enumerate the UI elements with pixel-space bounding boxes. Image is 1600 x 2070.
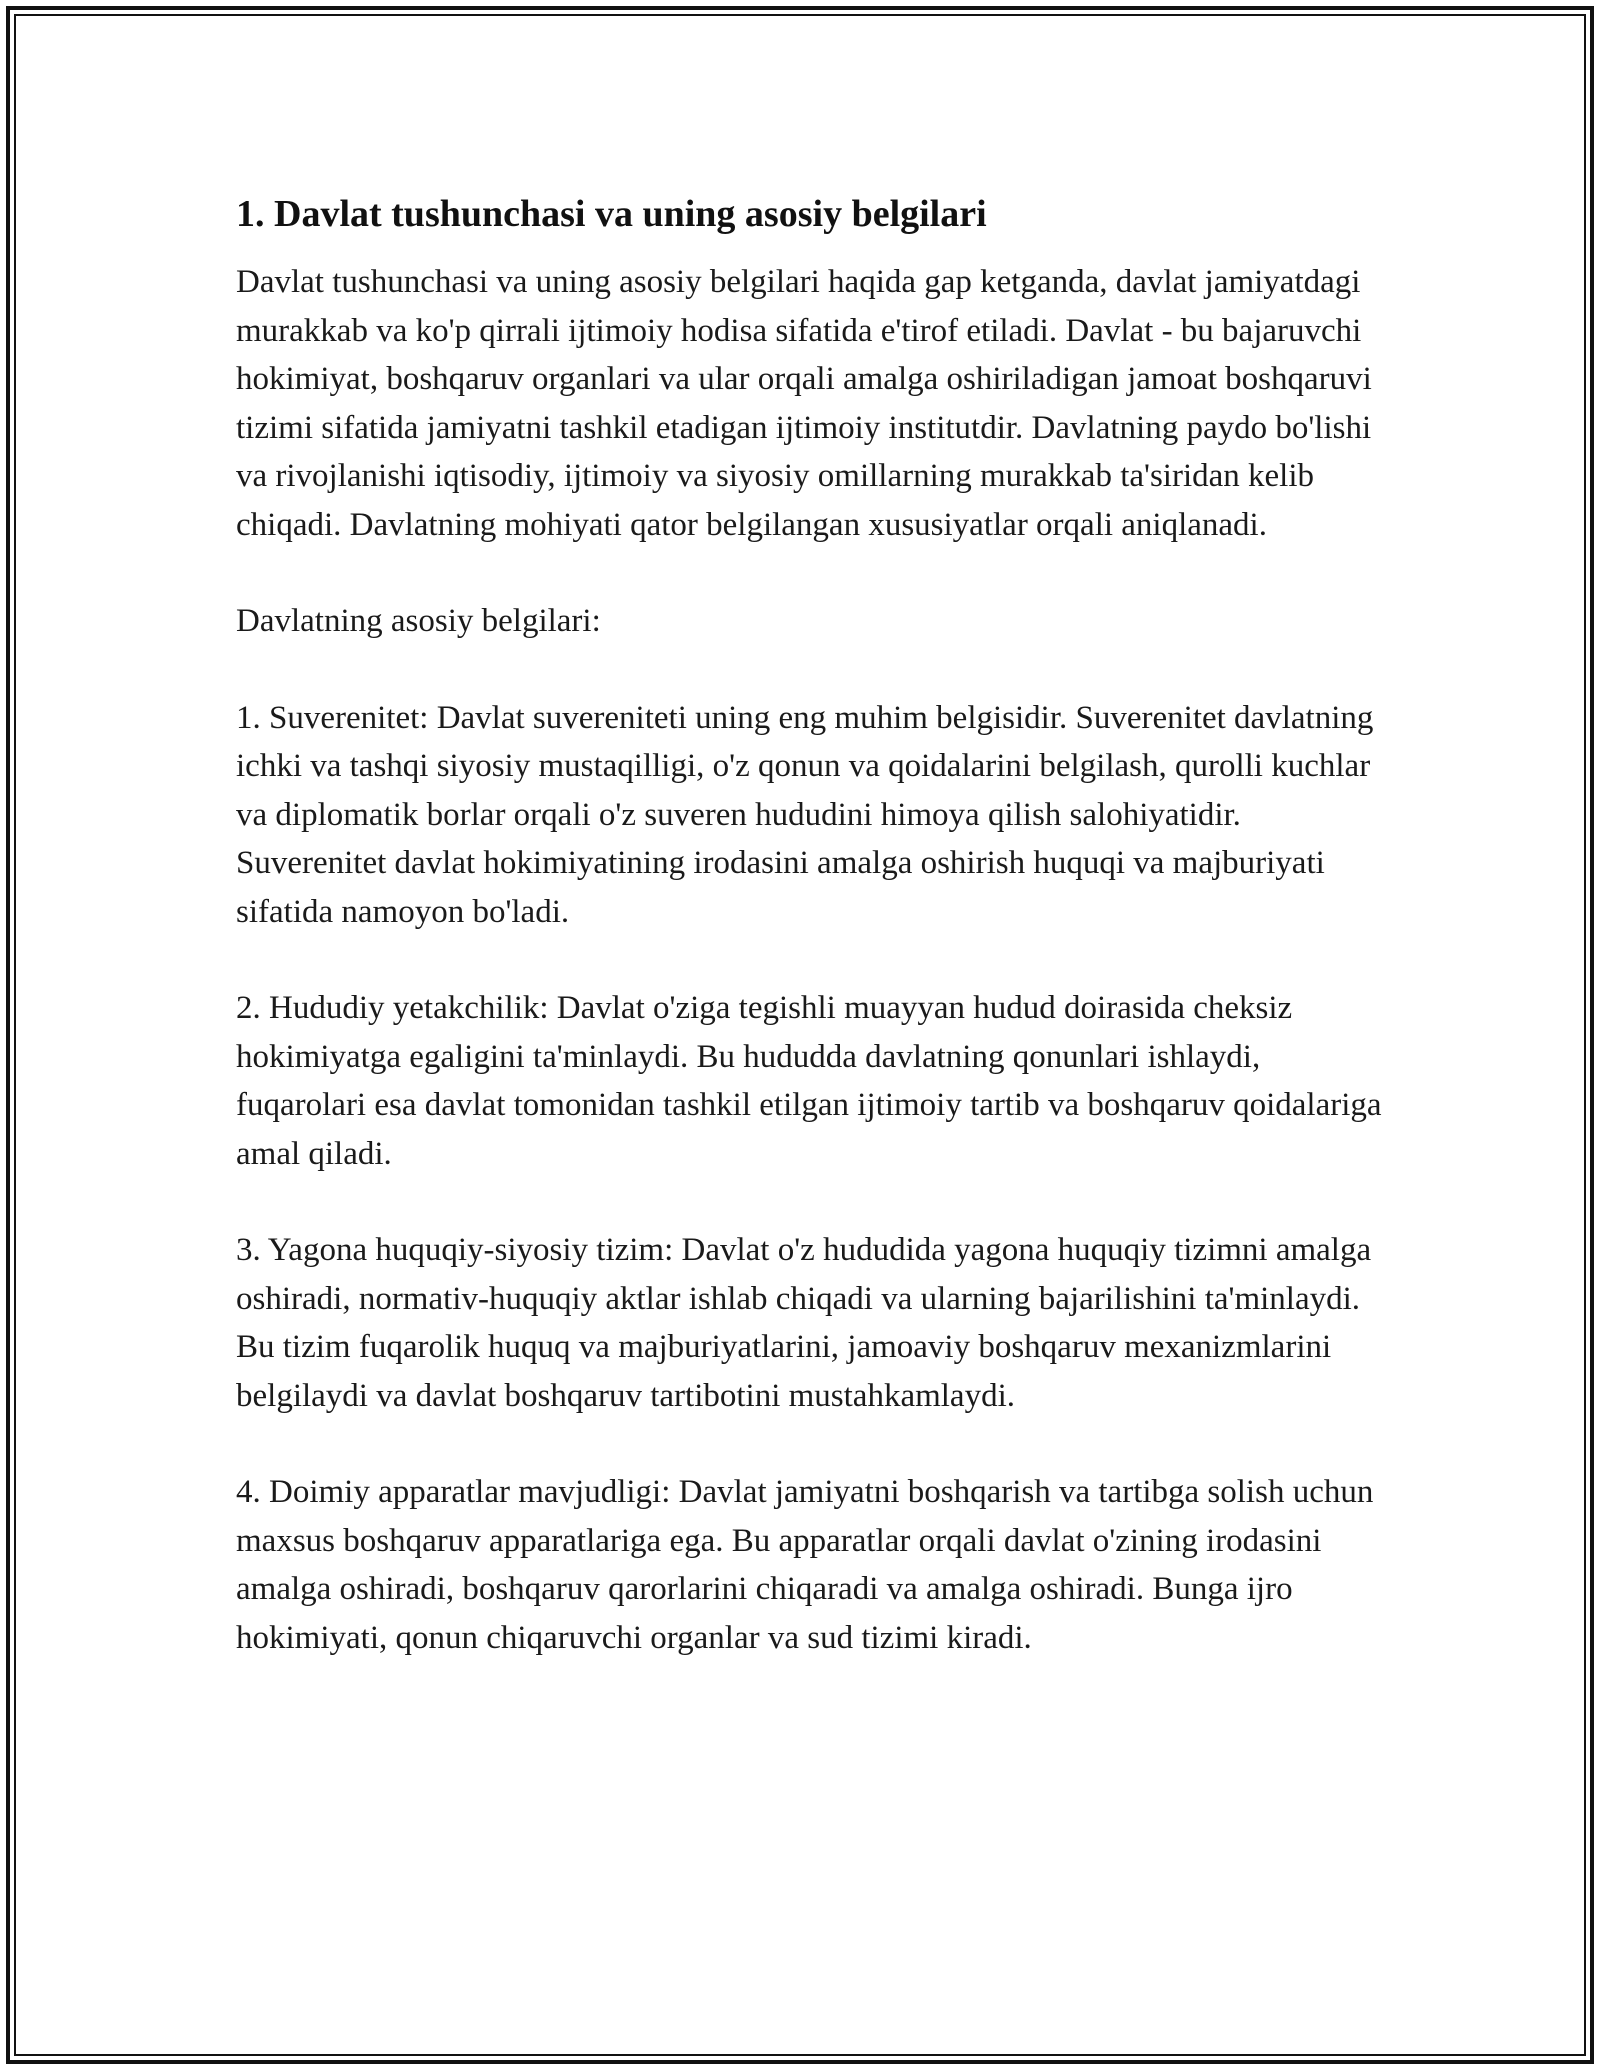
list-heading: Davlatning asosiy belgilari: [236,603,601,639]
feature-territory: 2. Hududiy yetakchilik: Davlat o'ziga tegishli muayyan hudud doirasida cheksiz hokimiyatga egaligini ta'minlaydi. Bu hududda davlatning qonunlari ishlaydi, fuqarolari esa davlat tomonidan tashkil etilgan ijtimoiy tartib va boshqaruv qoidalariga amal qiladi. [236,990,1382,1172]
feature-apparatus: 4. Doimiy apparatlar mavjudligi: Davlat jamiyatni boshqarish va tartibga solish uchun maxsus boshqaruv apparatlariga ega. Bu apparatlar orqali davlat o'zining irodasini amalga oshiradi, boshqaruv qarorlarini chiqaradi va amalga oshiradi. Bunga ijro hokimiyati, qonun chiqaruvchi organlar va sud tizimi kiradi. [236,1474,1374,1656]
feature-sovereignty: 1. Suverenitet: Davlat suvereniteti uning eng muhim belgisidir. Suverenitet davlatning ichki va tashqi siyosiy mustaqilligi, o'z qonun va qoidalarini belgilash, qurolli kuchlar va diplomatik borlar orqali o'z suveren hududini himoya qilish salohiyatidir. Suverenitet davlat hokimiyatining irodasini amalga oshirish huquqi va majburiyati sifatida namoyon bo'ladi. [236,699,1374,930]
feature-legal-system: 3. Yagona huquqiy-siyosiy tizim: Davlat o'z hududida yagona huquqiy tizimni amalga oshiradi, normativ-huquqiy aktlar ishlab chiqadi va ularning bajarilishini ta'minlaydi. Bu tizim fuqarolik huquq va majburiyatlarini, jamoaviy boshqaruv mexanizmlarini belgilaydi va davlat boshqaruv tartibotini mustahkamlaydi. [236,1232,1372,1414]
document-body [236,186,1386,1710]
document-title: 1. Davlat tushunchasi va uning asosiy belgilari [236,193,987,235]
intro-paragraph: Davlat tushunchasi va uning asosiy belgilari haqida gap ketganda, davlat jamiyatdagi murakkab va ko'p qirrali ijtimoiy hodisa sifatida e'tirof etiladi. Davlat - bu bajaruvchi hokimiyat, boshqaruv organlari va ular orqali amalga oshiriladigan jamoat boshqaruvi tizimi sifatida jamiyatni tashkil etadigan ijtimoiy institutdir. Davlatning paydo bo'lishi va rivojlanishi iqtisodiy, ijtimoiy va siyosiy omillarning murakkab ta'siridan kelib chiqadi. Davlatning mohiyati qator belgilangan xususiyatlar orqali aniqlanadi. [236,264,1372,543]
